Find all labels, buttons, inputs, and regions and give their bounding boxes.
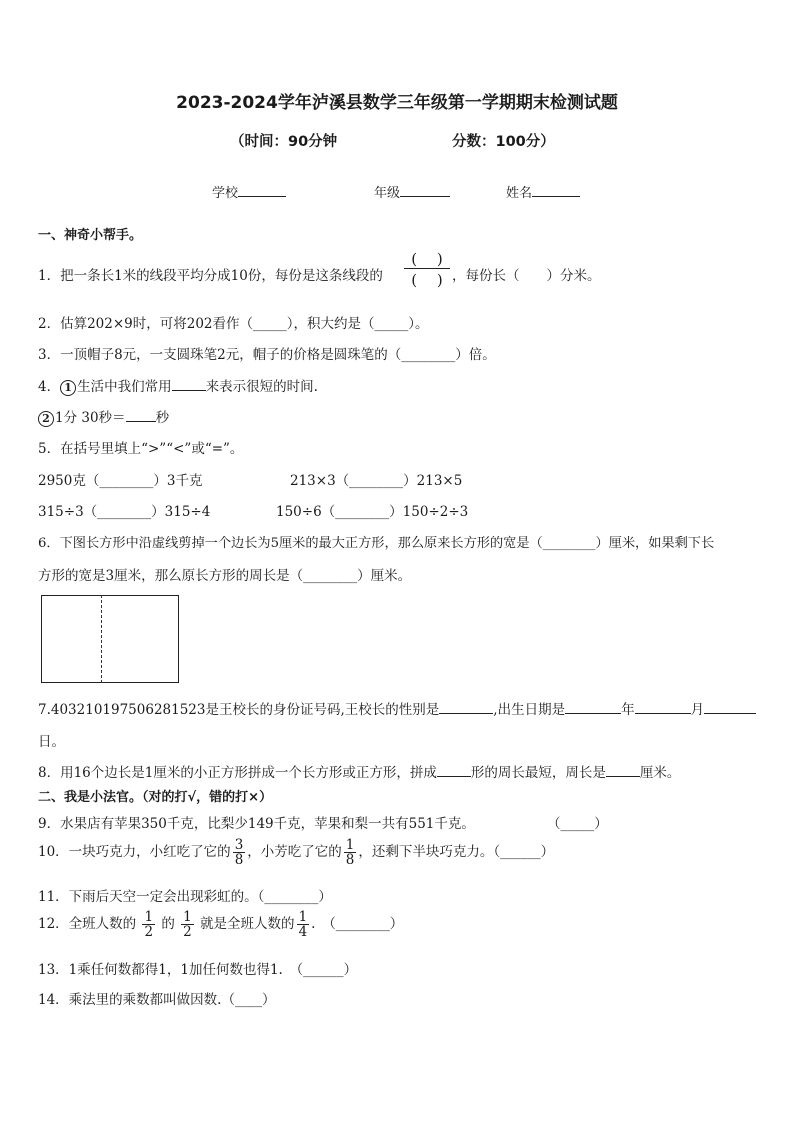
question-6-line-1: 6．下图长方形中沿虚线剪掉一个边长为5厘米的最大正方形，那么原来长方形的宽是（________）厘米，如果剩下长 (38, 536, 715, 551)
school-label: 学校 (212, 186, 239, 201)
q1-numerator: ( ) (411, 249, 443, 268)
dashed-cut-line (101, 595, 102, 683)
question-13: 13．1乘任何数都得1，1加任何数也得1. （______） (38, 962, 358, 978)
q5-item-d: 150÷6（________）150÷2÷3 (276, 504, 469, 520)
q7-text-b: ,出生日期是 (493, 702, 566, 718)
question-6-line-2: 方形的宽是3厘米，那么原长方形的周长是（________）厘米。 (38, 568, 412, 584)
q8-text-a: 8．用16个边长是1厘米的小正方形拼成一个长方形或正方形，拼成 (38, 765, 437, 781)
q5-item-c: 315÷3（________）315÷4 (38, 504, 211, 520)
question-4a (38, 375, 318, 396)
fraction-numerator: 3 (234, 837, 244, 853)
q7-text-d: 月 (690, 702, 705, 718)
q5-item-b: 213×3（________）213×5 (290, 473, 463, 489)
question-5: 5．在括号里填上“>”“<”或“=”。 (38, 441, 244, 457)
fraction-numerator: 1 (183, 909, 192, 925)
fraction-denominator: 2 (183, 924, 192, 941)
fraction-denominator: 8 (345, 852, 355, 869)
time-label: （时间：90分钟 (230, 134, 338, 150)
rectangle-figure (41, 595, 179, 683)
q12-text-c: 就是全班人数的 (200, 916, 295, 933)
question-9 (38, 812, 475, 832)
section-1-heading: 一、神奇小帮手。 (38, 228, 143, 243)
question-2: 2．估算202×9时，可将202看作（_____），积大约是（_____）。 (38, 316, 429, 332)
q4a-text-a: 生活中我们常用 (77, 379, 172, 395)
fraction-1-8 (344, 838, 357, 867)
question-8 (38, 761, 680, 781)
fraction-1-4 (297, 910, 310, 939)
q10-text-c: ，还剩下半块巧克力。（______） (358, 844, 555, 861)
question-3: 3．一顶帽子8元，一支圆珠笔2元，帽子的价格是圆珠笔的（________）倍。 (38, 347, 496, 363)
q10-text-a: 10．一块巧克力，小红吃了它的 (38, 844, 231, 861)
fraction-denominator: 4 (298, 924, 308, 941)
q5-item-a: 2950克（________）3千克 (38, 473, 203, 489)
question-10 (38, 838, 554, 867)
question-11: 11．下雨后天空一定会出现彩虹的。（________） (38, 889, 332, 905)
fraction-1-2 (181, 910, 194, 939)
q4b-text-a: 1分 30秒＝ (55, 410, 126, 426)
fraction-denominator: 8 (234, 852, 244, 869)
fraction-denominator: 2 (144, 924, 154, 941)
q7-text-e: 日。 (38, 734, 65, 750)
q7-text-c: 年 (621, 702, 635, 718)
q1-text-a: 1．把一条长1米的线段平均分成10份，每份是这条线段的 (38, 268, 383, 284)
fraction-numerator: 1 (345, 837, 355, 853)
q10-text-b: ，小芳吃了它的 (247, 844, 342, 861)
fraction-1-2 (142, 910, 155, 939)
q12-text-d: . （________） (311, 916, 404, 933)
q8-text-b: 形的周长最短，周长是 (470, 765, 606, 781)
name-label: 姓名 (506, 186, 533, 201)
circled-number-2: 2 (38, 411, 54, 427)
question-14: 14．乘法里的乘数都叫做因数.（____） (38, 992, 276, 1008)
question-1 (38, 264, 383, 284)
q4-number: 4． (38, 379, 61, 395)
q12-text-b: 的 (161, 916, 175, 933)
q1-denominator: ( ) (404, 268, 450, 289)
section-2-heading: 二、我是小法官。（对的打√，错的打×） (38, 790, 273, 805)
q9-answer-paren: （_____） (547, 816, 608, 832)
q9-text: 9．水果店有苹果350千克，比梨少149千克，苹果和梨一共有551千克。 (38, 816, 475, 832)
question-7 (38, 698, 756, 718)
score-label: 分数：100分） (452, 134, 555, 150)
grade-field (374, 182, 450, 201)
q7-text-a: 7.403210197506281523是王校长的身份证号码,王校长的性别是 (38, 702, 440, 718)
q4b-text-b: 秒 (155, 410, 170, 426)
name-field (506, 182, 580, 201)
circled-number-1: 1 (60, 380, 76, 396)
q4a-text-b: 来表示很短的时间. (205, 379, 318, 395)
fraction-numerator: 1 (298, 909, 308, 925)
fraction-numerator: 1 (144, 909, 154, 925)
grade-label: 年级 (374, 186, 401, 201)
question-4b (38, 406, 169, 427)
q12-text-a: 12．全班人数的 (38, 916, 137, 933)
q8-text-c: 厘米。 (639, 765, 681, 781)
fraction-3-8 (233, 838, 246, 867)
school-field (212, 182, 286, 201)
page-title: 2023-2024学年泸溪县数学三年级第一学期期末检测试题 (176, 93, 618, 113)
q1-text-b: ，每份长（ ）分米。 (452, 268, 601, 284)
q1-blank-fraction (404, 248, 450, 289)
question-12 (38, 910, 403, 939)
